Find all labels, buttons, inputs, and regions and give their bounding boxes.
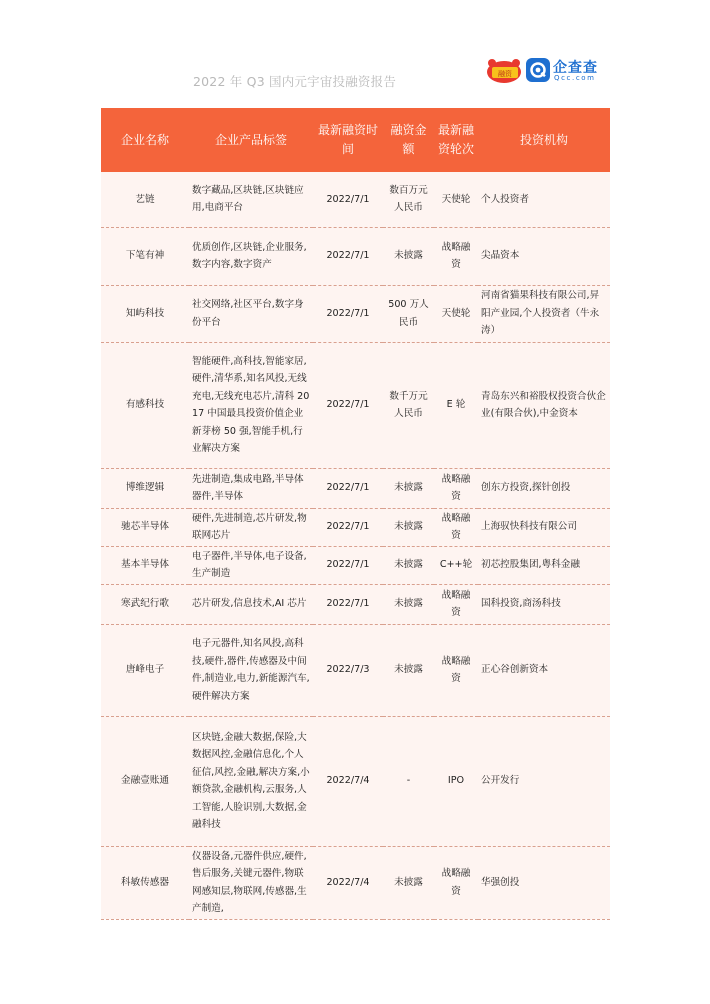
financing-round: IPO: [434, 716, 478, 846]
table-row: [101, 546, 610, 584]
financing-round: 天使轮: [434, 172, 478, 227]
column-header-amount: 融资金额: [383, 108, 434, 172]
financing-amount: 未披露: [383, 546, 434, 584]
financing-round: 天使轮: [434, 285, 478, 342]
investors: 公开发行: [478, 716, 610, 846]
table-row: [101, 716, 610, 846]
financing-round: 战略融资: [434, 846, 478, 919]
qcc-q-icon: [526, 58, 550, 82]
table-row: [101, 227, 610, 285]
financing-date: 2022/7/1: [313, 468, 383, 508]
company-name: 有感科技: [101, 342, 189, 468]
investors: 河南省猫果科技有限公司,昇阳产业园,个人投资者（牛永涛）: [478, 285, 610, 342]
company-name: 寒武纪行歌: [101, 584, 189, 624]
company-name: 驰芯半导体: [101, 508, 189, 546]
product-tags: 优质创作,区块链,企业服务,数字内容,数字资产: [189, 227, 313, 285]
financing-round: 战略融资: [434, 468, 478, 508]
product-tags: 电子元器件,知名风投,高科技,硬件,器件,传感器及中间件,制造业,电力,新能源汽车,硬件解决方案: [189, 624, 313, 716]
financing-date: 2022/7/4: [313, 716, 383, 846]
product-tags: 电子器件,半导体,电子设备,生产制造: [189, 546, 313, 584]
mascot-badge-icon: [486, 58, 524, 84]
investors: 上海驭快科技有限公司: [478, 508, 610, 546]
company-name: 博维逻辑: [101, 468, 189, 508]
financing-amount: 500 万人民币: [383, 285, 434, 342]
product-tags: 仪器设备,元器件供应,硬件,售后服务,关键元器件,物联网感知层,物联网,传感器,生产制造,: [189, 846, 313, 919]
financing-date: 2022/7/4: [313, 846, 383, 919]
financing-date: 2022/7/1: [313, 584, 383, 624]
investors: 初芯控股集团,粤科金融: [478, 546, 610, 584]
column-header-tags: 企业产品标签: [189, 108, 313, 172]
brand-domain: Qcc.com: [554, 74, 596, 82]
report-header-title: 2022 年 Q3 国内元宇宙投融资报告: [193, 74, 397, 89]
product-tags: 数字藏品,区块链,区块链应用,电商平台: [189, 172, 313, 227]
product-tags: 芯片研发,信息技术,AI 芯片: [189, 584, 313, 624]
investors: 青岛东兴和裕股权投资合伙企业(有限合伙),中金资本: [478, 342, 610, 468]
product-tags: 社交网络,社区平台,数字身份平台: [189, 285, 313, 342]
table-row: [101, 285, 610, 342]
financing-round: C++轮: [434, 546, 478, 584]
investors: 创东方投资,探针创投: [478, 468, 610, 508]
qcc-logo: [486, 55, 611, 85]
financing-date: 2022/7/1: [313, 342, 383, 468]
table-row: [101, 468, 610, 508]
product-tags: 硬件,先进制造,芯片研发,物联网芯片: [189, 508, 313, 546]
logo-badge-text: 融资: [498, 70, 512, 78]
product-tags: 智能硬件,高科技,智能家居,硬件,清华系,知名风投,无线充电,无线充电芯片,清科 2017 中国最具投资价值企业新芽榜 50 强,智能手机,行业解决方案: [189, 342, 313, 468]
column-header-round: 最新融资轮次: [434, 108, 478, 172]
investors: 尖晶资本: [478, 227, 610, 285]
financing-amount: 未披露: [383, 846, 434, 919]
table-header-row: [101, 108, 610, 172]
company-name: 科敏传感器: [101, 846, 189, 919]
financing-date: 2022/7/1: [313, 508, 383, 546]
financing-round: 战略融资: [434, 508, 478, 546]
financing-date: 2022/7/1: [313, 172, 383, 227]
company-name: 基本半导体: [101, 546, 189, 584]
company-name: 金融壹账通: [101, 716, 189, 846]
table-row: [101, 846, 610, 919]
financing-amount: 未披露: [383, 468, 434, 508]
financing-amount: 数百万元人民币: [383, 172, 434, 227]
table-row: [101, 584, 610, 624]
financing-round: E 轮: [434, 342, 478, 468]
column-header-date: 最新融资时间: [313, 108, 383, 172]
brand-name: 企查查: [553, 60, 598, 76]
table-row: [101, 624, 610, 716]
financing-amount: 未披露: [383, 508, 434, 546]
company-name: 艺链: [101, 172, 189, 227]
financing-amount: 未披露: [383, 227, 434, 285]
financing-date: 2022/7/3: [313, 624, 383, 716]
financing-round: 战略融资: [434, 584, 478, 624]
financing-amount: 数千万元人民币: [383, 342, 434, 468]
column-header-company: 企业名称: [101, 108, 189, 172]
company-name: 知屿科技: [101, 285, 189, 342]
product-tags: 区块链,金融大数据,保险,大数据风控,金融信息化,个人征信,风控,金融,解决方案,小额贷款,金融机构,云服务,人工智能,人脸识别,大数据,金融科技: [189, 716, 313, 846]
investors: 正心谷创新资本: [478, 624, 610, 716]
investors: 华强创投: [478, 846, 610, 919]
product-tags: 先进制造,集成电路,半导体器件,半导体: [189, 468, 313, 508]
financing-table: [101, 108, 610, 920]
column-header-investors: 投资机构: [478, 108, 610, 172]
financing-date: 2022/7/1: [313, 227, 383, 285]
financing-round: 战略融资: [434, 227, 478, 285]
financing-date: 2022/7/1: [313, 546, 383, 584]
investors: 国科投资,商汤科技: [478, 584, 610, 624]
investors: 个人投资者: [478, 172, 610, 227]
table-row: [101, 342, 610, 468]
company-name: 唐峰电子: [101, 624, 189, 716]
financing-amount: 未披露: [383, 624, 434, 716]
financing-round: 战略融资: [434, 624, 478, 716]
financing-date: 2022/7/1: [313, 285, 383, 342]
financing-amount: -: [383, 716, 434, 846]
financing-amount: 未披露: [383, 584, 434, 624]
table-row: [101, 172, 610, 227]
table-row: [101, 508, 610, 546]
company-name: 下笔有神: [101, 227, 189, 285]
